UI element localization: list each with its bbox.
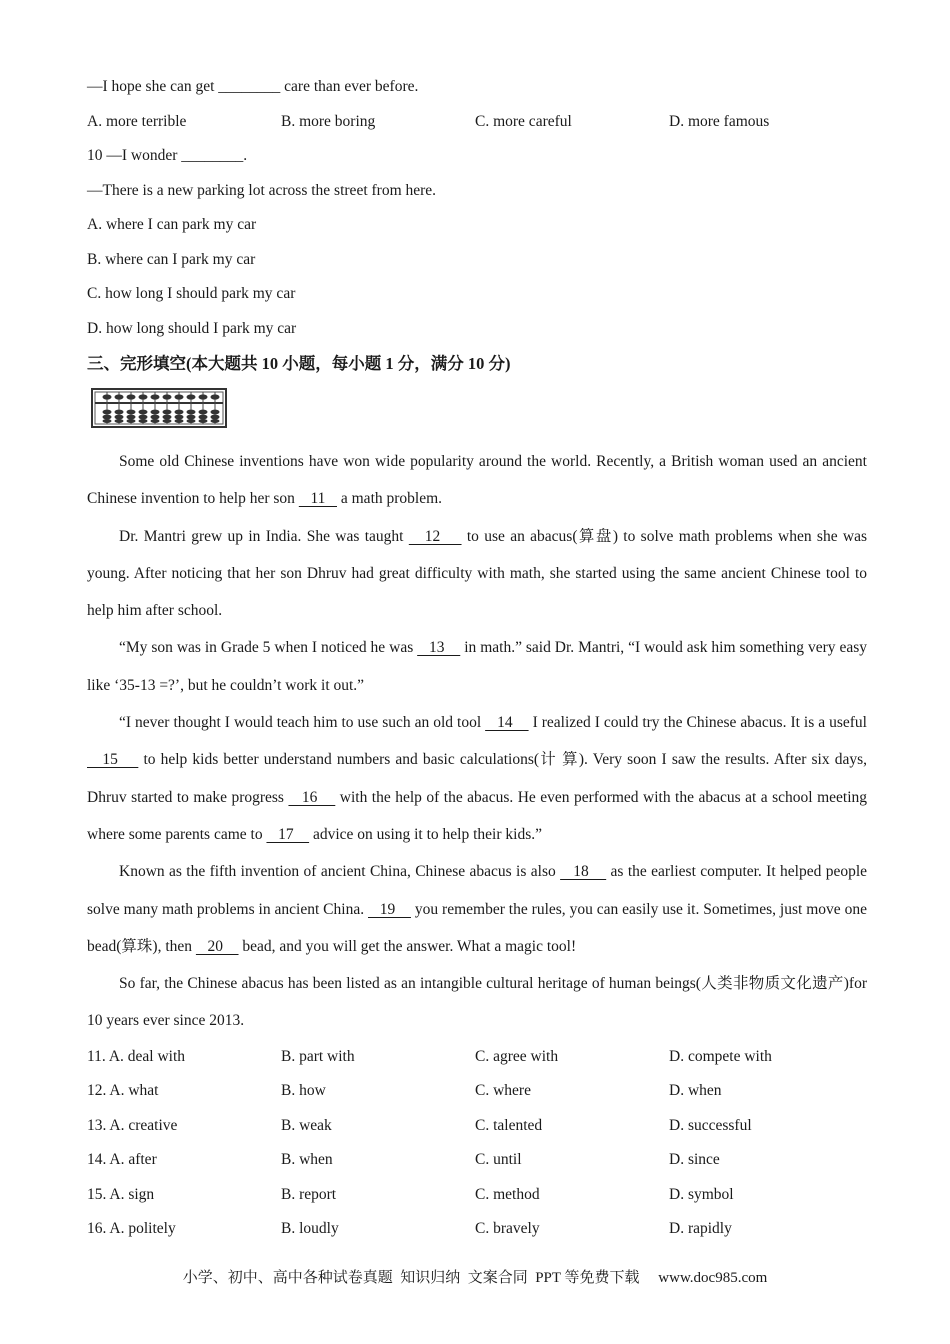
- answer-option: 13. A. creative: [87, 1116, 178, 1134]
- answer-option: 16. A. politely: [87, 1220, 176, 1238]
- cloze-passage: [87, 443, 867, 1040]
- answer-option: B. how: [281, 1082, 326, 1100]
- answer-option: C. method: [475, 1185, 540, 1203]
- blank-17: 17: [266, 825, 310, 843]
- answer-option: D. successful: [669, 1116, 752, 1134]
- q10-option-a: A. where I can park my car: [87, 216, 257, 233]
- q9-option-c: C. more careful: [475, 112, 572, 130]
- blank-13: 13: [417, 639, 461, 657]
- answer-option: B. when: [281, 1151, 333, 1169]
- passage-paragraph-4: “I never thought I would teach him to use such an old tool 14 I realized I could try the Chinese abacus. It is a useful 15 to help kids better understand numbers and basic calculations(计 算). Very soon I saw the results. After six days, Dhruv started to make progress 16 with the help of the abacus. He even performed with the abacus at a school meeting where some parents came to 17 advice on using it to help their kids.”: [87, 714, 868, 843]
- answer-row-13: [87, 1109, 867, 1144]
- answer-option: 14. A. after: [87, 1151, 157, 1169]
- q9-option-d: D. more famous: [669, 112, 770, 130]
- answer-option: B. part with: [281, 1047, 355, 1065]
- blank-14: 14: [485, 714, 529, 732]
- q10-stem: 10 —I wonder ________.: [87, 147, 248, 164]
- q9-option-b: B. more boring: [281, 112, 376, 130]
- answer-option: 12. A. what: [87, 1082, 159, 1100]
- q10-option-b: B. where can I park my car: [87, 250, 256, 268]
- passage-paragraph-5: Known as the fifth invention of ancient China, Chinese abacus is also 18 as the earliest computer. It helped people solve many math problems in ancient China. 19 you remember the rules, you can easily use it. Sometimes, just move one bead(算珠), then 20 bead, and you will get the answer. What a magic tool!: [87, 863, 868, 955]
- blank-20: 20: [195, 937, 239, 955]
- answer-option: 11. A. deal with: [87, 1047, 186, 1065]
- passage-paragraph-2: Dr. Mantri grew up in India. She was taught 12 to use an abacus(算盘) to solve math problems when she was young. After noticing that her son Dhruv had great difficulty with math, she started using the same ancient Chinese tool to help him after school.: [87, 527, 867, 620]
- answer-choices: [87, 1040, 867, 1247]
- answer-row-16: [87, 1212, 867, 1247]
- q10-option-c: C. how long I should park my car: [87, 285, 296, 302]
- q10-option-d: D. how long should I park my car: [87, 319, 297, 337]
- q9-response: —I hope she can get ________ care than ever before.: [87, 78, 419, 95]
- answer-option: B. report: [281, 1185, 337, 1203]
- blank-16: 16: [288, 788, 336, 806]
- answer-option: C. bravely: [475, 1220, 540, 1238]
- answer-option: C. where: [475, 1082, 531, 1100]
- answer-row-14: [87, 1143, 867, 1178]
- abacus-image: [91, 388, 227, 428]
- page-footer: 小学、初中、高中各种试卷真题 知识归纳 文案合同 PPT 等免费下载 www.doc985.com: [182, 1270, 768, 1286]
- answer-row-11: [87, 1040, 867, 1075]
- blank-18: 18: [560, 863, 607, 881]
- answer-option: C. agree with: [475, 1047, 559, 1065]
- passage-paragraph-3: “My son was in Grade 5 when I noticed he was 13 in math.” said Dr. Mantri, “I would ask him something very easy like ‘35-13 =?’, but he couldn’t work it out.”: [87, 639, 868, 694]
- exam-page: [87, 70, 867, 1247]
- q9-option-a: A. more terrible: [87, 112, 187, 130]
- answer-option: D. when: [669, 1082, 722, 1100]
- answer-option: D. rapidly: [669, 1220, 732, 1238]
- answer-option: D. compete with: [669, 1047, 772, 1065]
- passage-paragraph-1: Some old Chinese inventions have won wide popularity around the world. Recently, a British woman used an ancient Chinese invention to help her son 11 a math problem.: [87, 453, 867, 508]
- answer-option: B. weak: [281, 1116, 332, 1134]
- answer-option: C. until: [475, 1151, 522, 1169]
- section-title: 三、完形填空(本大题共 10 小题，每小题 1 分，满分 10 分): [87, 354, 511, 373]
- answer-option: B. loudly: [281, 1220, 339, 1238]
- blank-11: 11: [298, 490, 337, 508]
- q10-response: —There is a new parking lot across the street from here.: [87, 181, 437, 199]
- answer-option: D. symbol: [669, 1185, 734, 1203]
- answer-row-15: [87, 1178, 867, 1213]
- blank-19: 19: [368, 900, 411, 918]
- passage-paragraph-6: So far, the Chinese abacus has been listed as an intangible cultural heritage of human beings(人类非物质文化遗产)for 10 years ever since 2013.: [87, 975, 867, 1030]
- blank-12: 12: [408, 527, 462, 545]
- q9-options: [87, 105, 867, 140]
- answer-option: 15. A. sign: [87, 1185, 155, 1203]
- answer-row-12: [87, 1074, 867, 1109]
- blank-15: 15: [87, 751, 139, 769]
- answer-option: C. talented: [475, 1116, 543, 1134]
- answer-option: D. since: [669, 1151, 720, 1169]
